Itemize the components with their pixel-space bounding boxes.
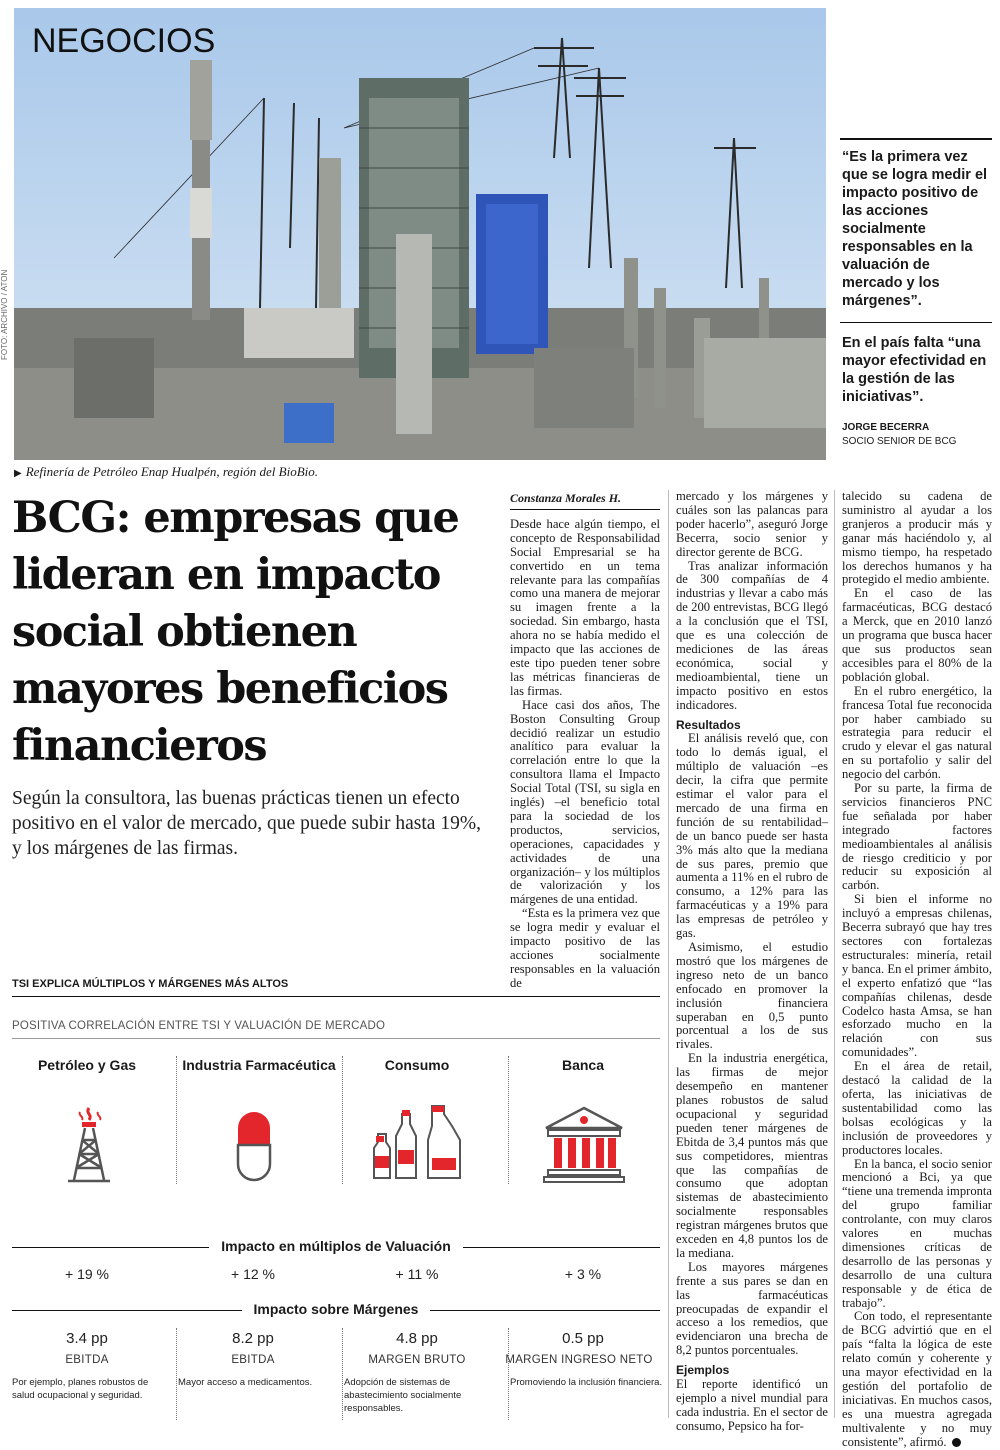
quote-mid-rule	[840, 322, 992, 323]
metric-consumo: MARGEN BRUTO	[368, 1354, 466, 1366]
subhead-ejemplos: Ejemplos	[676, 1363, 730, 1378]
quote-author-role: SOCIO SENIOR DE BCG	[842, 436, 957, 447]
paragraph: Hace casi dos años, The Boston Consulting Group decidió realizar un estudio analítico para evaluar la correlación entre lo que la consultora llama el Impacto Social Total (TSI, su sigla en inglés) –el beneficio total para la sociedad de los productos, servicios, operaciones, capacidades y actividades de una organización– y los múltiplos de valorización y los márgenes de una entidad.	[510, 697, 660, 907]
metric-oil-gas: EBITDA	[65, 1354, 109, 1366]
margin-divider	[508, 1328, 509, 1420]
pull-quote-secondary: En el país falta “una mayor efectividad en la gestión de las iniciativas”.	[842, 335, 987, 405]
paragraph: Por su parte, la firma de servicios financieros PNC fue señalada por haber integrado factores medioambientales al análisis de riesgo crediticio y por reducir su exposición al carbón.	[842, 781, 992, 893]
refinery-photo	[14, 8, 826, 460]
headline: BCG: empresas que lideran en impacto social obtienen mayores beneficios financieros	[12, 493, 459, 771]
bottles-icon	[372, 1106, 464, 1184]
category-pharma: Industria Farmacéutica	[182, 1057, 336, 1073]
margin-divider	[342, 1328, 343, 1420]
valuation-heading	[12, 1238, 660, 1254]
paragraph-final	[842, 1310, 992, 1449]
category-divider	[342, 1056, 343, 1184]
margin-banca: 0.5 pp	[562, 1330, 604, 1347]
margins-heading	[12, 1301, 660, 1317]
margin-pharma: 8.2 pp	[232, 1330, 274, 1347]
note-banca: Promoviendo la inclusión financiera.	[510, 1377, 663, 1388]
paragraph: En el área de retail, destacó la calidad de la oferta, las iniciativas de sustentabilidad como las bolsas ecológicas y la inclusión de proveedores y productores locales.	[842, 1059, 992, 1157]
category-banca: Banca	[561, 1057, 605, 1073]
paragraph: Asimismo, el estudio mostró que los márgenes de ingreso neto de un banco enfocado en promover la inclusión financiera superaban en 0,5 punto porcentual a los de sus rivales.	[676, 940, 828, 1052]
paragraph: Si bien el informe no incluyó a empresas chilenas, Becerra subrayó que hay tres sectores con fortalezas estructurales: minería, retail y banca. En el primer ámbito, el experto enfatizó que “las compañías chilenas, desde Codelco hasta Amsa, se han esforzado mucho en la relación con sus comunidades”.	[842, 892, 992, 1060]
paragraph: En el caso de las farmacéuticas, BCG destacó a Merck, que en 2010 lanzó un programa que busca hacer que sus productos sean accesibles para el 80% de la población global.	[842, 586, 992, 684]
caption-text: Refinería de Petróleo Enap Hualpén, región del BioBio.	[25, 464, 319, 479]
triangle-icon: ▶	[14, 468, 22, 479]
article-column-2	[676, 490, 828, 1434]
pull-quote-column	[826, 138, 992, 458]
paragraph: Los mayores márgenes frente a sus pares se dan en las farmacéuticas preocupadas de expandir el acceso a los remedios, que evidenciaron una brecha de 8,2 puntos porcentuales.	[676, 1259, 828, 1358]
metric-pharma: EBITDA	[231, 1354, 275, 1366]
byline: Constanza Morales H.	[510, 492, 660, 510]
photo-credit: FOTO: ARCHIVO / ATON	[0, 269, 9, 360]
paragraph: El reporte identificó un ejemplo a nivel mundial para cada industria. En el sector de consumo, Pepsico ha for-	[676, 1377, 828, 1433]
paragraph: El análisis reveló que, con todo lo demás igual, el múltiplo de valuación –es decir, la cifra que permite estimar el valor para el mercado de una firma en función de su rentabilidad– de un banco puede ser hasta 3% más alto que la mediana de sus pares, premio que aumenta a 11% en el rubro de consumo, a 12% para las farmacéuticas y a 19% para las empresas de petróleo y gas.	[676, 731, 828, 941]
margins-heading-text: Impacto sobre Márgenes	[242, 1301, 431, 1317]
capsule-icon	[234, 1106, 274, 1184]
section-label: NEGOCIOS	[32, 22, 216, 60]
subhead-resultados: Resultados	[676, 717, 741, 732]
category-divider	[508, 1056, 509, 1184]
paragraph: Tras analizar información de 300 compañías de 4 industrias y llevar a cabo más de 200 entrevistas, BCG llegó a la conclusión que el TSI, que es una colección de mediciones de las áreas económica, social y medioambiental, tiene un impacto positivo en estos indicadores.	[676, 558, 828, 712]
refinery-illustration	[14, 8, 826, 460]
infographic	[12, 974, 663, 1426]
valuation-heading-text: Impacto en múltiplos de Valuación	[209, 1238, 463, 1254]
margin-divider	[176, 1328, 177, 1420]
valuation-consumo: + 11 %	[395, 1266, 439, 1282]
end-mark-icon	[952, 1438, 961, 1447]
paragraph: En la banca, el socio senior mencionó a Bci, ya que “tiene una tremenda impronta del grupo familiar controlante, con muy claros valores en muchas dimensiones críticas de desarrollo de las personas y desarrollo de una cultura responsable y de ética de trabajo”.	[842, 1156, 993, 1310]
column-rule	[834, 490, 835, 1418]
infographic-title: TSI EXPLICA MÚLTIPLOS Y MÁRGENES MÁS ALTOS	[12, 978, 289, 990]
note-pharma: Mayor acceso a medicamentos.	[178, 1377, 313, 1388]
column-rule	[668, 490, 669, 1418]
quote-top-rule	[840, 138, 992, 140]
paragraph: talecido su cadena de suministro al ayudar a los granjeros a producir más y ganar más haciéndolo y, al mismo tiempo, ha respetado los derechos humanos y ha protegido el medio ambiente.	[842, 489, 992, 587]
paragraph-final-text: Con todo, el representante de BCG advirtió que en el país “falta la lógica de este relato común y coherente y una mayor efectividad en la gestión del portafolio de iniciativas. En muchos casos, es una muestra agregada multivalente y no muy consistente”, afirmó.	[842, 1309, 992, 1449]
category-oil-gas: Petróleo y Gas	[37, 1057, 137, 1073]
valuation-pharma: + 12 %	[231, 1266, 275, 1282]
note-consumo: Adopción de sistemas de abastecimiento socialmente responsables.	[344, 1377, 462, 1414]
paragraph: En el rubro energético, la francesa Total fue reconocida por haber cambiado su estrategia para reducir el crudo y elevar el gas natural en su portafolio y salir del negocio del carbón.	[842, 683, 992, 782]
margin-consumo: 4.8 pp	[396, 1330, 438, 1347]
paragraph: “Esta es la primera vez que se logra medir y evaluar el impacto positivo de las acciones socialmente responsables en la valuación de	[510, 906, 660, 990]
note-oil-gas: Por ejemplo, planes robustos de salud ocupacional y seguridad.	[12, 1377, 149, 1401]
valuation-oil-gas: + 19 %	[65, 1266, 109, 1282]
category-divider	[176, 1056, 177, 1184]
oil-rig-icon	[64, 1106, 114, 1184]
quote-author: JORGE BECERRA	[842, 422, 930, 433]
pull-quote: “Es la primera vez que se logra medir el impacto positivo de las acciones socialmente responsables en la valuación de mercado y los márgenes”.	[842, 149, 988, 309]
valuation-banca: + 3 %	[564, 1266, 602, 1282]
paragraph: En la industria energética, las firmas de mejor desempeño en mantener planes robustos de salud ocupacional y seguridad pueden tener márgenes de Ebitda de 3,4 puntos más que sus competidores, mientras que las compañías de consumo que adoptan sistemas de abastecimiento socialmente responsables registran márgenes brutos que exceden en 4,8 puntos los de la mediana.	[676, 1051, 828, 1260]
article-column-1	[510, 492, 660, 991]
bank-icon	[542, 1106, 626, 1184]
dek: Según la consultora, las buenas prácticas tienen un efecto positivo en el valor de mercado, que puede subir hasta 19%, y los márgenes de las firmas.	[12, 788, 481, 859]
photo-caption	[14, 464, 318, 480]
margin-oil-gas: 3.4 pp	[66, 1330, 108, 1347]
article-column-3	[842, 490, 992, 1450]
infographic-subtitle: POSITIVA CORRELACIÓN ENTRE TSI Y VALUACIÓN DE MERCADO	[12, 1020, 386, 1032]
infographic-rule	[12, 1038, 660, 1039]
infographic-rule	[12, 996, 660, 997]
paragraph: mercado y los márgenes y cuáles son las palancas para poder hacerlo”, aseguró Jorge Becerra, socio senior y director gerente de BCG.	[676, 489, 828, 559]
paragraph: Desde hace algún tiempo, el concepto de Responsabilidad Social Empresarial se ha convertido en un tema relevante para las compañías como una manera de mejorar su imagen frente a la sociedad. Sin embargo, hasta ahora no se había medido el impacto que las acciones de este tipo pueden tener sobre las métricas financieras de las firmas.	[510, 516, 660, 698]
category-consumo: Consumo	[384, 1057, 450, 1073]
metric-banca: MARGEN INGRESO NETO	[505, 1354, 653, 1366]
